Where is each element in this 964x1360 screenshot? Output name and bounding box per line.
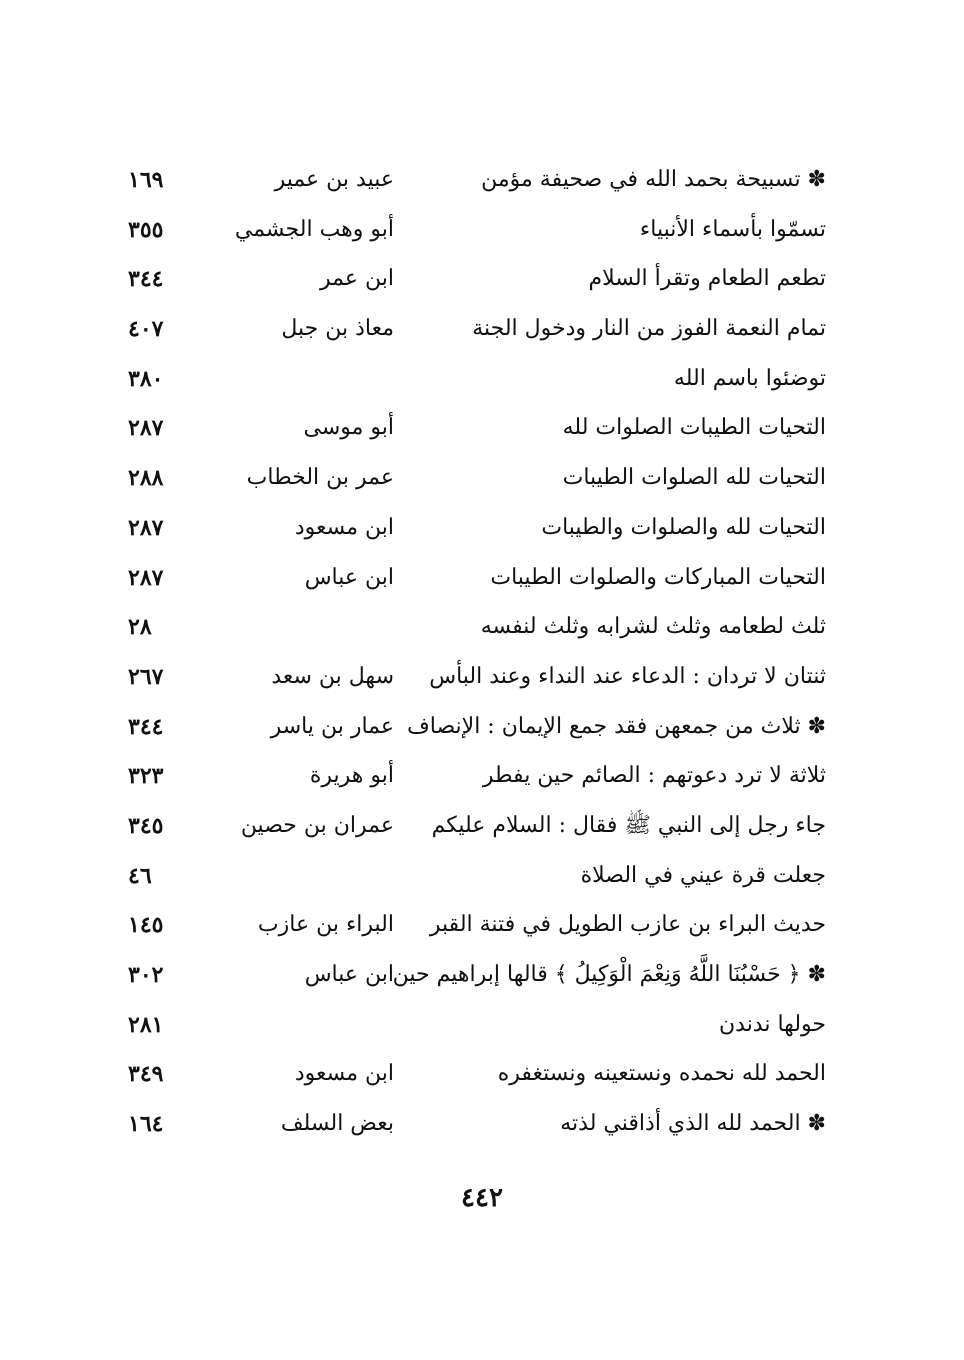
index-row <box>0 305 964 355</box>
page-reference: ٣٢٣ <box>128 763 164 790</box>
hadith-text: التحيات الطيبات الصلوات لله <box>562 415 826 441</box>
page-reference: ٣٤٩ <box>128 1061 164 1088</box>
narrator-name: عمران بن حصين <box>240 812 394 838</box>
page-reference: ٢٨١ <box>128 1011 164 1038</box>
index-row <box>0 703 964 753</box>
narrator-name: ابن مسعود <box>294 514 394 540</box>
index-row <box>0 802 964 852</box>
hadith-index-list <box>0 156 964 1150</box>
page-reference: ٣٤٤ <box>128 713 164 740</box>
hadith-text: التحيات لله الصلوات الطيبات <box>562 465 826 491</box>
hadith-text: ✽ الحمد لله الذي أذاقني لذته <box>560 1111 826 1137</box>
hadith-text: التحيات المباركات والصلوات الطيبات <box>490 564 826 590</box>
page-reference: ١٤٥ <box>128 912 164 939</box>
narrator-name: ابن عمر <box>320 266 394 292</box>
hadith-text: ثلاثة لا ترد دعوتهم : الصائم حين يفطر <box>482 763 826 789</box>
narrator-name: عمار بن ياسر <box>270 713 394 739</box>
hadith-text: الحمد لله نحمده ونستعينه ونستغفره <box>497 1061 826 1087</box>
page-reference: ٢٨٨ <box>128 465 164 492</box>
index-row <box>0 206 964 256</box>
hadith-text: ✽ ﴿ حَسْبُنَا اللَّهُ وَنِعْمَ الْوَكِيلُ ﴾ قالها إبراهيم حين <box>392 962 826 987</box>
index-row <box>0 1050 964 1100</box>
index-row <box>0 554 964 604</box>
index-row <box>0 255 964 305</box>
page-reference: ٢٨ <box>128 614 152 641</box>
page-reference: ٢٦٧ <box>128 663 164 690</box>
index-row <box>0 1100 964 1150</box>
page-reference: ٤٠٧ <box>128 316 164 343</box>
page-reference: ٣٤٤ <box>128 266 164 293</box>
narrator-name: أبو وهب الجشمي <box>234 216 394 242</box>
hadith-text: ثلث لطعامه وثلث لشرابه وثلث لنفسه <box>480 614 826 640</box>
hadith-text: تسمّوا بأسماء الأنبياء <box>639 216 826 242</box>
index-row <box>0 404 964 454</box>
narrator-name: عبيد بن عمير <box>274 167 394 192</box>
index-row <box>0 454 964 504</box>
page-reference: ٢٨٧ <box>128 564 164 591</box>
index-row <box>0 156 964 206</box>
hadith-text: جاء رجل إلى النبي ﷺ فقال : السلام عليكم <box>431 812 826 838</box>
narrator-name: ابن عباس <box>304 962 394 987</box>
page-number: ٤٤٢ <box>461 1183 503 1213</box>
page-reference: ٣٨٠ <box>128 365 164 392</box>
index-row <box>0 901 964 951</box>
hadith-text: ✽ تسبيحة بحمد الله في صحيفة مؤمن <box>481 167 826 192</box>
narrator-name: معاذ بن جبل <box>281 316 394 342</box>
hadith-text: التحيات لله والصلوات والطيبات <box>541 514 826 540</box>
index-row <box>0 951 964 1001</box>
hadith-text: جعلت قرة عيني في الصلاة <box>580 862 826 888</box>
index-row <box>0 355 964 405</box>
page-reference: ٢٨٧ <box>128 514 164 541</box>
hadith-text: ✽ ثلاث من جمعهن فقد جمع الإيمان : الإنصاف <box>406 713 826 739</box>
page-reference: ١٦٩ <box>128 167 164 193</box>
narrator-name: أبو هريرة <box>309 763 394 789</box>
narrator-name: البراء بن عازب <box>257 912 394 938</box>
index-row <box>0 653 964 703</box>
hadith-text: توضئوا باسم الله <box>673 365 826 391</box>
hadith-text: تطعم الطعام وتقرأ السلام <box>588 266 826 292</box>
narrator-name: ابن عباس <box>304 564 394 590</box>
index-row <box>0 852 964 902</box>
narrator-name: سهل بن سعد <box>271 663 394 689</box>
narrator-name: عمر بن الخطاب <box>246 465 394 491</box>
narrator-name: بعض السلف <box>280 1111 394 1137</box>
narrator-name: أبو موسى <box>303 415 394 441</box>
page-reference: ٤٦ <box>128 862 152 889</box>
hadith-text: ثنتان لا تردان : الدعاء عند النداء وعند البأس <box>429 663 826 689</box>
page-reference: ٣٠٢ <box>128 962 164 988</box>
index-row <box>0 603 964 653</box>
narrator-name: ابن مسعود <box>294 1061 394 1087</box>
hadith-text: حولها ندندن <box>718 1011 826 1037</box>
index-row <box>0 752 964 802</box>
page-reference: ٢٨٧ <box>128 415 164 442</box>
page-reference: ١٦٤ <box>128 1111 164 1138</box>
index-row <box>0 504 964 554</box>
index-row <box>0 1001 964 1051</box>
page-reference: ٣٤٥ <box>128 812 164 839</box>
hadith-text: حديث البراء بن عازب الطويل في فتنة القبر <box>429 912 826 938</box>
hadith-text: تمام النعمة الفوز من النار ودخول الجنة <box>472 316 826 342</box>
page-reference: ٣٥٥ <box>128 216 164 243</box>
